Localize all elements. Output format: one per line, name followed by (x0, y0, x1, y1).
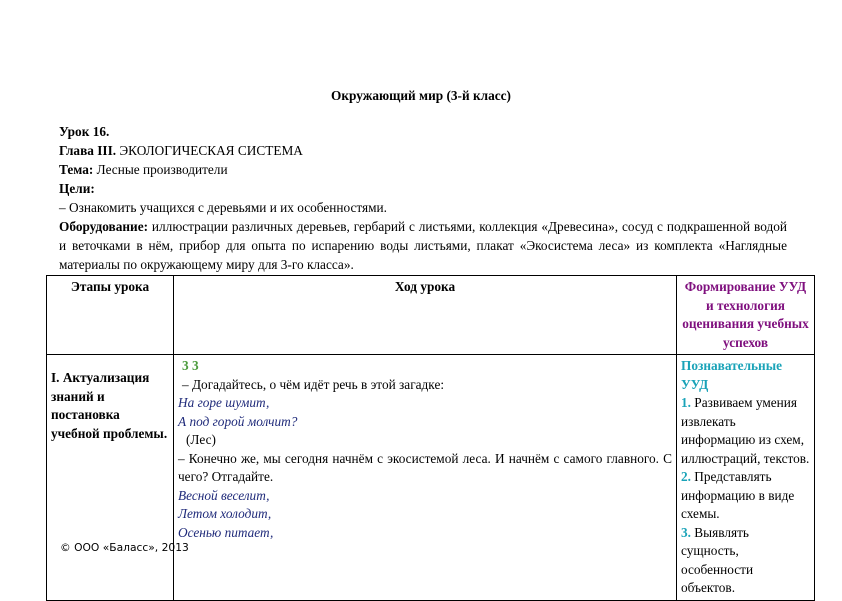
uud-item-text: Развиваем умения извлекать информацию из схем, иллюстраций, текстов. (681, 395, 810, 466)
uud-item (681, 394, 810, 468)
uud-item (681, 468, 810, 524)
equipment-value: иллюстрации различных деревьев, гербарий с листьями, коллекция «Древесина», сосуд с подкрашенной водой и веточками в нём, прибор для опыта по испарению воды листьями, плакат «Экосистема леса» из комплекта «Наглядные материалы по окружающему миру для 3-го класса». (59, 219, 787, 272)
uud-item-number: 3. (681, 524, 691, 540)
table-row (47, 355, 815, 601)
lesson-number: Урок 16. (59, 124, 110, 139)
uud-cell (677, 355, 815, 601)
copyright-footer: © ООО «Баласс», 2013 (60, 541, 189, 554)
riddle-answer: (Лес) (186, 432, 216, 447)
uud-item-number: 1. (681, 395, 691, 410)
stage-cell: I. Актуализация знаний и постановка учебной проблемы. (47, 355, 174, 601)
goals-value: – Ознакомить учащихся с деревьями и их особенностями. (59, 200, 387, 215)
uud-title: Познавательные УУД (681, 358, 782, 392)
topic-value: Лесные производители (93, 162, 228, 177)
riddle-line: Летом холодит, (178, 506, 272, 521)
uud-item-text: Представлять информацию в виде схемы. (681, 469, 795, 521)
document-title: Окружающий мир (3-й класс) (331, 88, 511, 103)
header-course: Ход урока (174, 276, 677, 355)
chapter-value: ЭКОЛОГИЧЕСКАЯ СИСТЕМА (116, 143, 303, 158)
topic-line (59, 160, 787, 179)
lesson-header (59, 122, 787, 274)
header-uud: Формирование УУД и технология оценивания учебных успехов (677, 276, 815, 355)
chapter-label: Глава III. (59, 143, 117, 158)
uud-item-number: 2. (681, 469, 691, 484)
marker-label: 3 3 (182, 358, 199, 373)
topic-label: Тема: (59, 162, 94, 177)
equipment-paragraph (59, 217, 787, 274)
course-cell (174, 355, 677, 601)
course-line: – Догадайтесь, о чём идёт речь в этой загадке: (182, 376, 445, 392)
course-line: – Конечно же, мы сегодня начнём с экосистемой леса. И начнём с самого главного. С чего? Отгадайте. (178, 450, 672, 484)
equipment-label: Оборудование: (59, 219, 149, 234)
goals-label: Цели: (59, 181, 95, 196)
riddle-line: Осенью питает, (178, 524, 274, 540)
riddle-line: Весной веселит, (178, 487, 270, 503)
uud-item-text: Выявлять сущность, особенности объектов. (681, 524, 754, 595)
riddle-line: А под горой молчит? (178, 413, 298, 429)
chapter-line (59, 141, 787, 160)
uud-item (681, 524, 810, 598)
riddle-line: На горе шумит, (178, 395, 270, 410)
table-header-row (47, 276, 815, 355)
header-stages: Этапы урока (47, 276, 174, 355)
